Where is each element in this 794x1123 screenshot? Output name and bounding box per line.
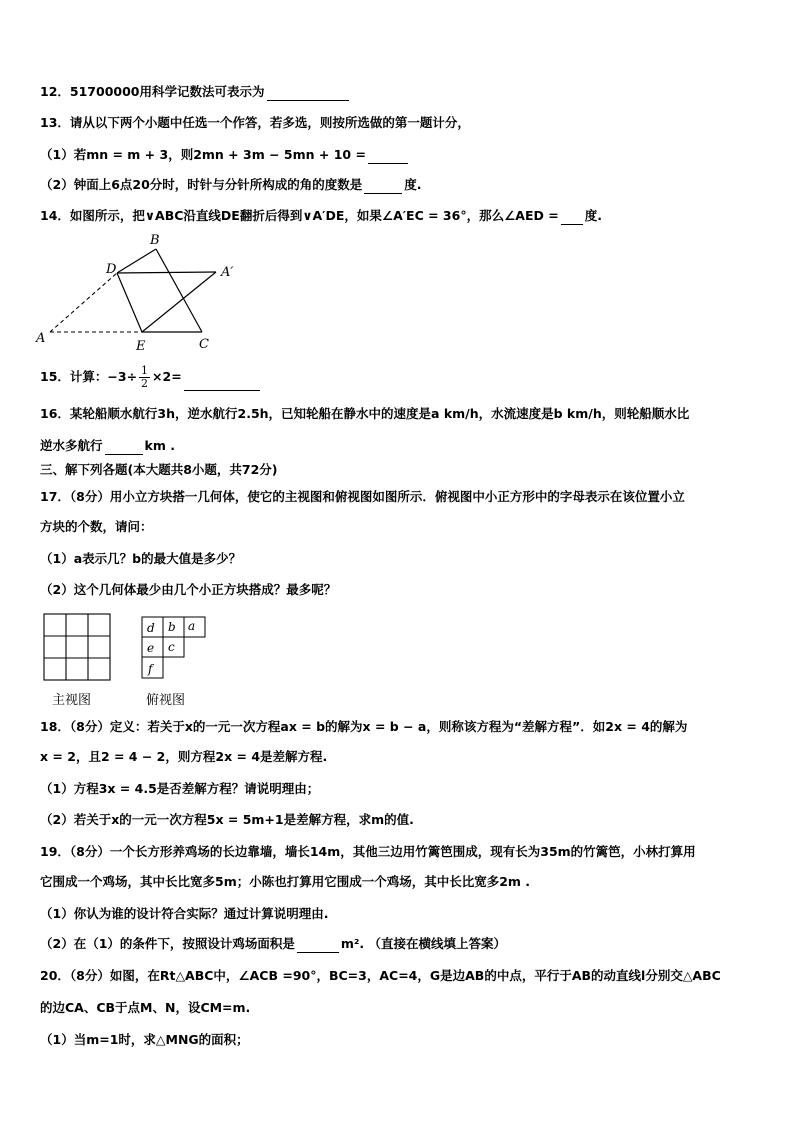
q15-post: ×2= (152, 369, 182, 384)
q13-part2-blank (364, 179, 402, 194)
segment-DE (117, 273, 142, 332)
q13-part2-text: （2）钟面上6点20分时，时针与分针所构成的角的度数是 (40, 177, 363, 192)
q20-part1: （1）当m=1时，求△MNG的面积； (40, 1032, 249, 1047)
q15-frac-den: 2 (141, 377, 149, 390)
q12-number: 12． (40, 84, 70, 99)
q19-line1: 19．（8分）一个长方形养鸡场的长边靠墙，墙长14m，其他三边用竹篱笆围成，现有长为35m的竹篱笆，小林打算用 (40, 844, 696, 859)
q19-part1: （1）你认为谁的设计符合实际？通过计算说明理由. (40, 906, 329, 921)
q17-part2: （2）这个几何体最少由几个小正方块搭成？最多呢？ (40, 582, 337, 597)
segment-DB (117, 249, 156, 273)
q16-line2-pre: 逆水多航行 (40, 438, 103, 453)
top-view-label: 俯视图 (146, 693, 186, 708)
q18-line2: x = 2，且2 = 4 − 2，则方程2x = 4是差解方程. (40, 749, 328, 764)
q17-part1: （1）a表示几？b的最大值是多少？ (40, 551, 242, 566)
q18-part2: （2）若关于x的一元一次方程5x = 5m+1是差解方程，求m的值. (40, 812, 414, 827)
q18-line1: 18．（8分）定义：若关于x的一元一次方程ax = b的解为x = b − a，则称该方程为“差解方程”．如2x = 4的解为 (40, 719, 688, 734)
q17-top-view (141, 616, 211, 680)
q19-line2: 它围成一个鸡场，其中长比宽多5m；小陈也打算用它围成一个鸡场，其中长比宽多2m . (40, 874, 531, 889)
q17-line2: 方块的个数，请问： (40, 519, 153, 534)
q17-front-view (43, 613, 111, 681)
label-B: B (150, 233, 160, 248)
section-3-heading: 三、解下列各题(本大题共8小题，共72分) (40, 462, 278, 477)
q13-stem: 13．请从以下两个小题中任选一个作答，若多选，则按所选做的第一题计分， (40, 115, 470, 130)
q19-part2 (40, 935, 506, 953)
label-C: C (199, 337, 209, 352)
q15-line (40, 363, 262, 391)
grid-letter-e: e (147, 641, 155, 655)
segment-DA1 (117, 272, 216, 273)
label-A-prime: A′ (221, 265, 234, 280)
q14-text: 14．如图所示，把∨ABC沿直线DE翻折后得到∨A′DE，如果∠A′EC = 36°，那么∠AED = (40, 208, 559, 223)
q14-fold-diagram (30, 228, 250, 356)
segment-AD (50, 273, 117, 332)
grid-letter-f: f (148, 662, 153, 676)
q20-line1: 20．（8分）如图，在Rt△ABC中，∠ACB =90°，BC=3，AC=4，G是边AB的中点，平行于AB的动直线l分别交△ABC (40, 968, 721, 983)
q16-line1: 16．某轮船顺水航行3h，逆水航行2.5h，已知轮船在静水中的速度是a km/h，水流速度是b km/h，则轮船顺水比 (40, 406, 690, 421)
q17-line1: 17．（8分）用小立方块搭一几何体，使它的主视图和俯视图如图所示．俯视图中小正方形中的字母表示在该位置小立 (40, 489, 685, 504)
grid-letter-b: b (168, 620, 176, 634)
q12-line (40, 83, 351, 101)
label-D: D (106, 262, 117, 277)
q13-part1 (40, 146, 410, 164)
q14-blank (561, 210, 583, 225)
q16-blank (105, 440, 143, 455)
grid-letter-d: d (147, 621, 155, 635)
grid-letter-a: a (188, 619, 196, 633)
q20-line2: 的边CA、CB于点M、N，设CM=m. (40, 1000, 251, 1015)
q13-part2-tail: 度. (404, 177, 422, 192)
q12-answer-blank (267, 86, 349, 101)
q16-line2-post: km . (144, 438, 175, 453)
q14-tail: 度. (584, 208, 602, 223)
q19-part2-post: m². （直接在横线填上答案） (340, 936, 507, 951)
q13-part1-text: （1）若mn = m + 3，则2mn + 3m − 5mn + 10 = (40, 147, 366, 162)
q15-blank (184, 376, 260, 391)
q13-part1-blank (368, 149, 408, 164)
label-A: A (36, 331, 46, 346)
q15-pre: 15．计算：−3÷ (40, 369, 138, 384)
q19-part2-pre: （2）在（1）的条件下，按照设计鸡场面积是 (40, 936, 295, 951)
q12-text: 51700000用科学记数法可表示为 (69, 84, 265, 99)
q14-line (40, 207, 602, 225)
label-E: E (136, 339, 146, 354)
segment-EA1 (142, 272, 216, 332)
q13-part2 (40, 176, 422, 194)
q16-line2 (40, 437, 175, 455)
q19-blank (297, 938, 339, 953)
q15-frac-num: 1 (141, 364, 149, 377)
segment-BC (156, 249, 202, 332)
q15-fraction (139, 365, 150, 390)
front-view-label: 主视图 (52, 693, 92, 708)
q18-part1: （1）方程3x = 4.5是否差解方程？请说明理由； (40, 781, 320, 796)
grid-letter-c: c (168, 640, 175, 654)
